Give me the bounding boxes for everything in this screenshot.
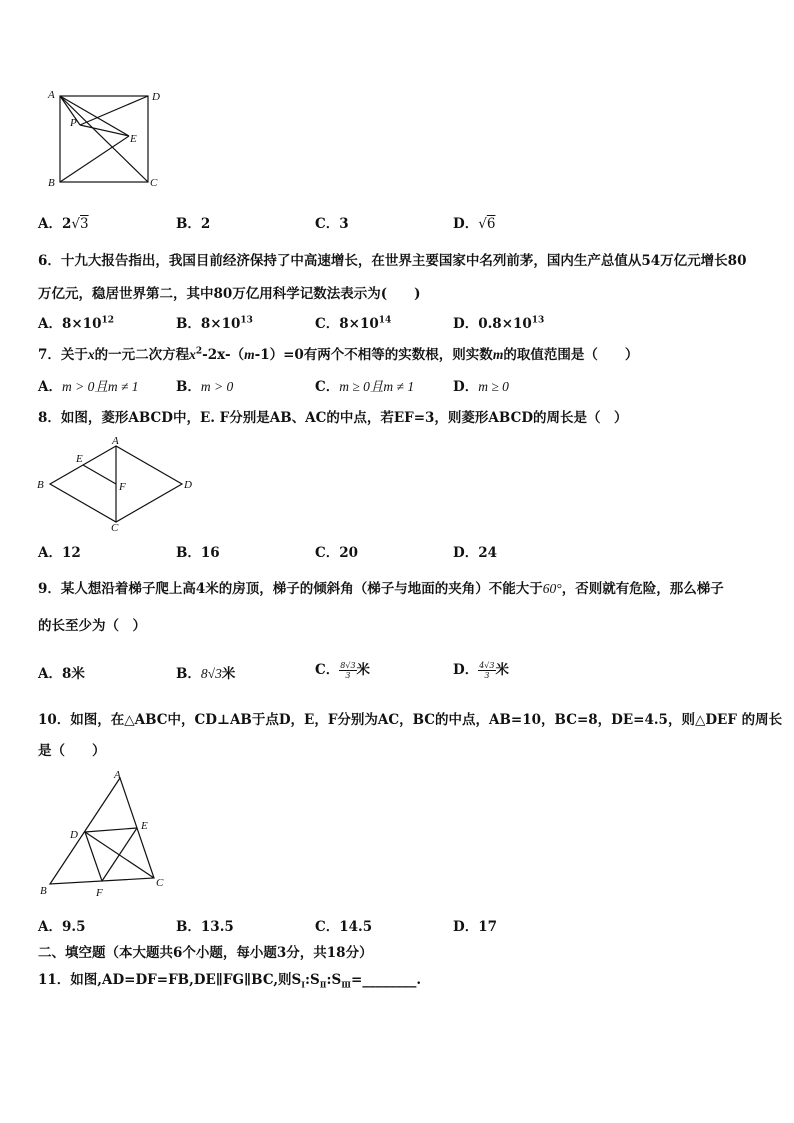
q6-text-line2: 万亿元，稳居世界第二，其中80万亿用科学记数法表示为( ) bbox=[38, 286, 421, 302]
q9-option-d: D． $\frac{4√3}{3}$ 米 bbox=[453, 661, 509, 680]
q10-label-f: F bbox=[96, 887, 103, 899]
q5-option-d: D．√6 bbox=[453, 216, 496, 232]
q9-text-line2: 的长至少为（ ） bbox=[38, 618, 146, 634]
q9-option-c: C． $\frac{8√3}{3}$ 米 bbox=[315, 661, 371, 680]
q8-text: 8．如图，菱形ABCD中，E. F分别是AB、AC的中点，若EF=3，则菱形ABCD的周长是（ ） bbox=[38, 410, 628, 426]
q5-label-p: P bbox=[70, 117, 77, 129]
q8-label-b: B bbox=[37, 479, 44, 491]
q9-option-a: A．8米 bbox=[38, 666, 85, 682]
q8-option-d: D．24 bbox=[453, 545, 497, 561]
q8-label-e: E bbox=[76, 453, 83, 465]
q9-option-b: B．8√3米 bbox=[176, 666, 236, 682]
q5-figure bbox=[44, 86, 174, 192]
q5-option-a: A．2√3 bbox=[38, 216, 89, 232]
q10-text-line2: 是（ ） bbox=[38, 743, 106, 759]
q10-label-c: C bbox=[156, 877, 164, 889]
q8-label-c: C bbox=[111, 522, 119, 532]
q7-option-a: A．m > 0且m ≠ 1 bbox=[38, 379, 139, 395]
q8-option-c: C．20 bbox=[315, 545, 359, 561]
q10-label-d: D bbox=[70, 829, 78, 841]
q5-label-d: D bbox=[152, 91, 160, 103]
q6-option-c: C．$8\times 10^{14}$ bbox=[315, 315, 392, 332]
q8-label-f: F bbox=[119, 481, 126, 493]
q11-text: 11．如图,AD=DF=FB,DE∥FG∥BC,则$S_Ⅰ:S_Ⅱ:S_Ⅲ=\_\_\_\_\_\_\_\_$. bbox=[38, 972, 422, 990]
q8-figure bbox=[34, 434, 200, 532]
q9-text-line1: 9．某人想沿着梯子爬上高4米的房顶，梯子的倾斜角（梯子与地面的夹角）不能大于60°，否则就有危险，那么梯子 bbox=[38, 581, 724, 597]
q10-label-e: E bbox=[141, 820, 148, 832]
q7-option-c: C．m ≥ 0且m ≠ 1 bbox=[315, 379, 415, 395]
q8-option-a: A．12 bbox=[38, 545, 81, 561]
q5-label-a: A bbox=[48, 89, 55, 101]
q10-label-b: B bbox=[40, 885, 47, 897]
q5-option-b: B．2 bbox=[176, 216, 211, 232]
q6-option-d: D．$0.8\times 10^{13}$ bbox=[453, 315, 545, 332]
q10-option-c: C．14.5 bbox=[315, 919, 373, 935]
q10-option-d: D．17 bbox=[453, 919, 497, 935]
q5-label-b: B bbox=[48, 177, 55, 189]
q8-option-b: B．16 bbox=[176, 545, 220, 561]
q10-figure bbox=[34, 766, 174, 900]
q6-text-line1: 6．十九大报告指出，我国目前经济保持了中高速增长，在世界主要国家中名列前茅，国内生产总值从54万亿元增长80 bbox=[38, 253, 747, 269]
q5-label-c: C bbox=[150, 177, 158, 189]
q6-option-a: A．$8\times 10^{12}$ bbox=[38, 315, 114, 332]
q6-option-b: B．$8\times 10^{13}$ bbox=[176, 315, 253, 332]
section2-title: 二、填空题（本大题共6个小题，每小题3分，共18分） bbox=[38, 945, 373, 961]
q8-label-d: D bbox=[184, 479, 192, 491]
q7-text: 7．关于x的一元二次方程$x^2-2x-(m-1)=0$有两个不相等的实数根，则实数m的取值范围是（ ） bbox=[38, 346, 639, 363]
q7-option-b: B．m > 0 bbox=[176, 379, 234, 395]
q8-label-a: A bbox=[112, 435, 119, 447]
q10-label-a: A bbox=[114, 769, 121, 781]
q5-label-e: E bbox=[130, 133, 137, 145]
q10-option-a: A．9.5 bbox=[38, 919, 86, 935]
q5-option-c: C．3 bbox=[315, 216, 349, 232]
q10-text-line1: 10．如图，在△ABC中，CD⊥AB于点D，E，F分别为AC，BC的中点，AB=10，BC=8，DE=4.5，则△DEF 的周长 bbox=[38, 712, 783, 728]
q7-option-d: D．m ≥ 0 bbox=[453, 379, 509, 395]
q10-option-b: B．13.5 bbox=[176, 919, 234, 935]
